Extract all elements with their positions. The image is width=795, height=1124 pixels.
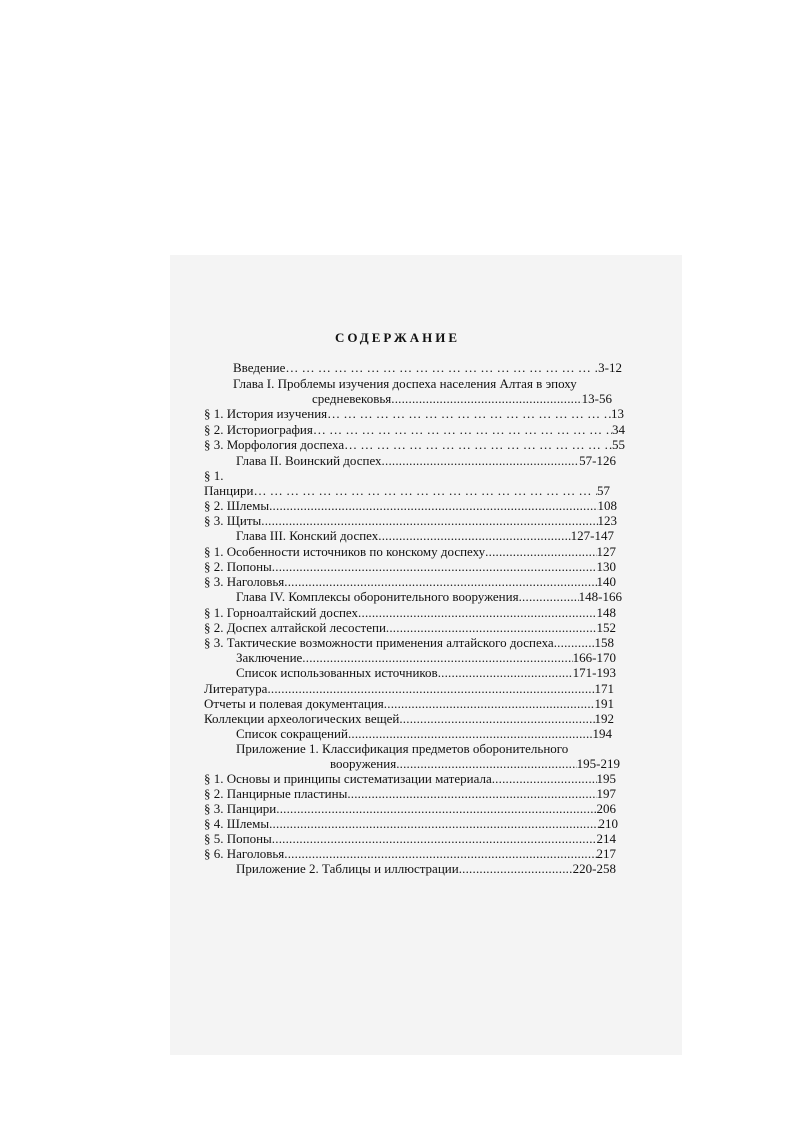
leader-dots	[391, 392, 581, 406]
toc-entry-page: 148	[596, 606, 616, 620]
toc-entry-page: 152	[596, 621, 616, 635]
toc-entry	[204, 407, 624, 421]
toc-entry-page: 127-147	[570, 529, 614, 543]
toc-entry-page: 55	[612, 438, 625, 452]
toc-entry: Глава I. Проблемы изучения доспеха населения Алтая в эпоху	[233, 376, 577, 391]
toc-entry-text: § 1. Основы и принципы систематизации материала	[204, 772, 492, 786]
toc-entry-page: 166-170	[572, 651, 616, 665]
leader-dots	[358, 606, 596, 620]
toc-entry-page: 206	[596, 802, 616, 816]
toc-entry	[204, 575, 616, 589]
toc-entry	[204, 682, 614, 696]
toc-entry-text: § 6. Наголовья	[204, 847, 285, 861]
toc-entry-text: § 3. Тактические возможности применения алтайского доспеха	[204, 636, 554, 650]
toc-entry-text: Список сокращений	[236, 727, 348, 741]
toc-entry-text: § 3. Морфология доспеха	[204, 438, 345, 452]
toc-entry-page: 210	[598, 817, 618, 831]
toc-entry-text: § 3. Щиты	[204, 514, 262, 528]
toc-entry-text: § 1. Горноалтайский доспех	[204, 606, 359, 620]
toc-entry	[204, 514, 617, 528]
leader-dots	[384, 697, 595, 711]
leader-dots	[344, 438, 612, 452]
toc-entry-text: § 1. Особенности источников по конскому доспеху	[204, 545, 486, 559]
toc-entry-text: § 1. История изучения	[204, 407, 328, 421]
toc-entry-page: 220-258	[572, 862, 616, 876]
toc-entry	[204, 545, 616, 559]
toc-entry-text: § 3. Панцири	[204, 802, 277, 816]
toc-entry-text: Панцири	[204, 484, 254, 498]
toc-entry-text: § 2. Попоны	[204, 560, 272, 574]
toc-entry	[204, 802, 616, 816]
toc-entry-text: Литература	[204, 682, 268, 696]
toc-entry	[236, 590, 622, 604]
toc-entry-text: Список использованных источников	[236, 666, 438, 680]
toc-entry	[204, 817, 618, 831]
leader-dots	[269, 499, 597, 513]
toc-entry-text: Глава IV. Комплексы оборонительного вооружения	[236, 590, 519, 604]
toc-entry	[204, 621, 616, 635]
toc-entry-page: 57-126	[579, 454, 616, 468]
leader-dots	[267, 682, 594, 696]
toc-entry	[204, 438, 625, 452]
toc-entry	[204, 847, 616, 861]
toc-entry-page: 214	[596, 832, 616, 846]
toc-entry-text: вооружения	[330, 757, 397, 771]
leader-dots	[327, 407, 611, 421]
leader-dots	[399, 712, 594, 726]
toc-entry-page: 130	[596, 560, 616, 574]
toc-entry-text: § 2. Шлемы	[204, 499, 270, 513]
toc-entry	[236, 666, 616, 680]
toc-entry	[204, 787, 616, 801]
leader-dots	[302, 651, 572, 665]
toc-entry	[312, 392, 612, 406]
toc-entry-text: Коллекции археологических вещей	[204, 712, 400, 726]
toc-entry-page: 197	[596, 787, 616, 801]
toc-entry-page: 123	[597, 514, 617, 528]
leader-dots	[459, 862, 573, 876]
toc-entry-text: § 2. Панцирные пластины	[204, 787, 348, 801]
toc-entry	[204, 832, 616, 846]
toc-entry	[204, 423, 625, 437]
toc-entry-text: средневековья	[312, 392, 392, 406]
leader-dots	[284, 847, 596, 861]
leader-dots	[313, 423, 612, 437]
toc-entry-page: 191	[594, 697, 614, 711]
toc-entry-text: § 2. Доспех алтайской лесостепи	[204, 621, 386, 635]
leader-dots	[269, 817, 598, 831]
toc-entry-page: 195	[596, 772, 616, 786]
toc-entry-text: § 3. Наголовья	[204, 575, 285, 589]
toc-entry	[204, 712, 614, 726]
leader-dots	[485, 545, 596, 559]
leader-dots	[285, 361, 598, 375]
toc-entry-page: 148-166	[578, 590, 622, 604]
leader-dots	[378, 529, 570, 543]
leader-dots	[386, 621, 597, 635]
toc-entry-page: 195-219	[576, 757, 620, 771]
toc-entry-text: Глава III. Конский доспех	[236, 529, 379, 543]
toc-entry-text: § 2. Историография	[204, 423, 313, 437]
toc-entry: Приложение 1. Классификация предметов оборонительного	[236, 741, 569, 756]
leader-dots	[276, 802, 596, 816]
toc-entry	[236, 862, 616, 876]
leader-dots	[396, 757, 576, 771]
leader-dots	[348, 727, 593, 741]
toc-entry	[204, 560, 616, 574]
toc-entry	[330, 757, 620, 771]
leader-dots	[438, 666, 573, 680]
leader-dots	[382, 454, 580, 468]
leader-dots	[519, 590, 579, 604]
toc-entry-page: 57	[597, 484, 610, 498]
leader-dots	[554, 636, 595, 650]
toc-entry-page: 108	[597, 499, 617, 513]
toc-entry-page: 158	[594, 636, 614, 650]
toc-entry	[236, 727, 612, 741]
toc-entry	[204, 484, 610, 498]
toc-entry-text: Введение	[233, 361, 286, 375]
toc-entry	[236, 529, 614, 543]
toc-entry-page: 3-12	[598, 361, 622, 375]
toc-entry-text: Приложение 2. Таблицы и иллюстрации	[236, 862, 459, 876]
toc-entry-page: 13-56	[581, 392, 612, 406]
toc-entry-page: 127	[596, 545, 616, 559]
leader-dots	[284, 575, 596, 589]
toc-entry-text: Отчеты и полевая документация	[204, 697, 384, 711]
toc-entry-page: 140	[596, 575, 616, 589]
toc-entry	[204, 697, 614, 711]
toc-entry	[204, 636, 614, 650]
toc-entry	[204, 772, 616, 786]
toc-entry-page: 171	[594, 682, 614, 696]
toc-entry-text: § 4. Шлемы	[204, 817, 270, 831]
toc-entry-text: § 5. Попоны	[204, 832, 272, 846]
toc-entry	[204, 606, 616, 620]
toc-entry-page: 171-193	[572, 666, 616, 680]
toc-entry: § 1.	[204, 468, 224, 483]
leader-dots	[272, 560, 597, 574]
toc-entry	[233, 361, 622, 375]
toc-entry-page: 34	[612, 423, 625, 437]
toc-entry	[236, 454, 616, 468]
toc-entry-page: 217	[596, 847, 616, 861]
leader-dots	[347, 787, 596, 801]
toc-entry-page: 13	[611, 407, 624, 421]
toc-entry	[204, 499, 617, 513]
toc-entry-text: Заключение	[236, 651, 303, 665]
toc-entry-page: 192	[594, 712, 614, 726]
toc-entry-page: 194	[592, 727, 612, 741]
leader-dots	[492, 772, 597, 786]
toc-entry	[236, 651, 616, 665]
leader-dots	[272, 832, 597, 846]
page-title: СОДЕРЖАНИЕ	[334, 330, 461, 345]
toc-entry-text: Глава II. Воинский доспех	[236, 454, 382, 468]
leader-dots	[254, 484, 598, 498]
leader-dots	[261, 514, 597, 528]
